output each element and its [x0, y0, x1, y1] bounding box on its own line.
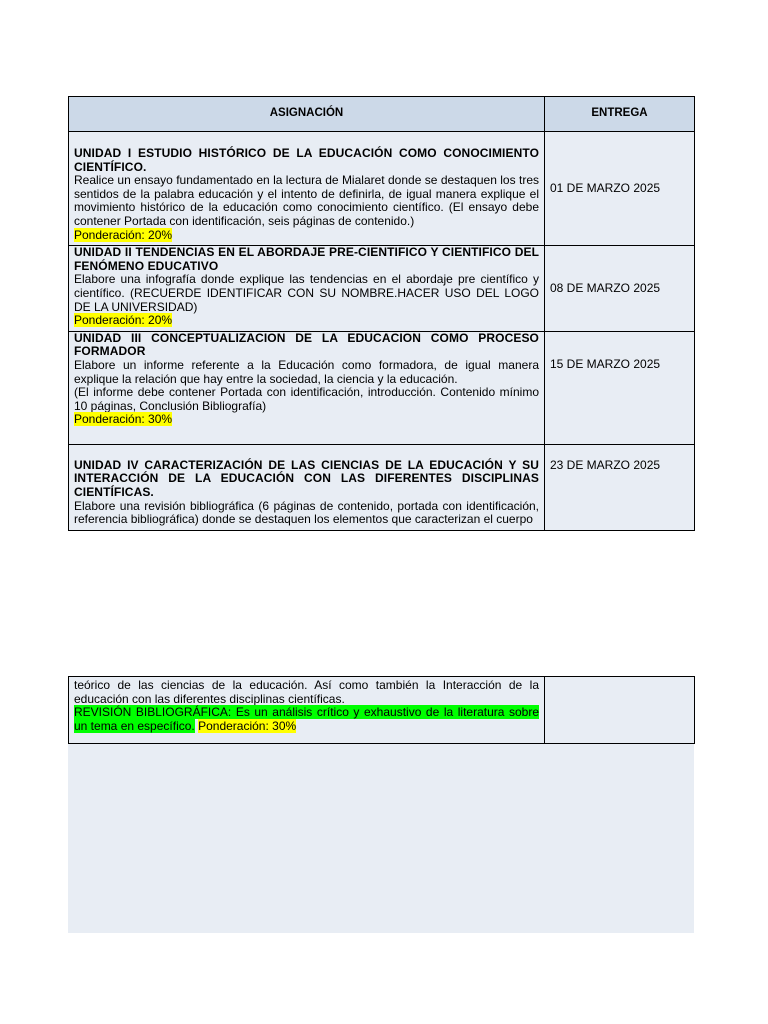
delivery-date: 23 DE MARZO 2025 — [545, 444, 695, 530]
table-row — [69, 132, 695, 246]
assignments-table-continued — [68, 676, 695, 744]
unit-title: UNIDAD IV CARACTERIZACIÓN DE LAS CIENCIAS DE LA EDUCACIÓN Y SU INTERACCIÓN DE LA EDUCACIÓN CON LAS DIFERENTES DISCIPLINAS CIENTÍFICAS. — [74, 457, 539, 500]
delivery-date: 08 DE MARZO 2025 — [545, 246, 695, 332]
unit-weight: Ponderación: 30% — [74, 412, 173, 427]
delivery-date: 01 DE MARZO 2025 — [545, 132, 695, 246]
unit-weight: Ponderación: 20% — [74, 313, 173, 328]
unit-description: Elabore un informe referente a la Educación como formadora, de igual manera explique la relación que hay entre la sociedad, la ciencia y la educación. — [74, 357, 539, 386]
assignment-cell — [69, 246, 545, 332]
assignment-cell — [69, 444, 545, 530]
header-delivery: ENTREGA — [545, 97, 695, 132]
unit-description: Elabore una infografía donde explique las tendencias en el abordaje pre científico y científico. (RECUERDE IDENTIFICAR CON SU NOMBRE.HACER USO DEL LOGO DE LA UNIVERSIDAD) — [74, 272, 539, 314]
table-header-row — [69, 97, 695, 132]
header-assignment: ASIGNACIÓN — [69, 97, 545, 132]
row-spacer — [74, 427, 539, 441]
table-row — [69, 677, 695, 744]
unit-title: UNIDAD III CONCEPTUALIZACION DE LA EDUCACION COMO PROCESO FORMADOR — [74, 330, 539, 359]
table-row — [69, 331, 695, 444]
review-definition: REVISIÓN BIBLIOGRÁFICA: Es un análisis crítico y exhaustivo de la literatura sobre un tema en específico. — [74, 705, 539, 733]
unit-title: UNIDAD I ESTUDIO HISTÓRICO DE LA EDUCACIÓN COMO CONOCIMIENTO CIENTÍFICO. — [74, 146, 539, 174]
unit-weight: Ponderación: 20% — [74, 227, 173, 242]
unit-description: Realice un ensayo fundamentado en la lectura de Mialaret donde se destaquen los tres sentidos de la palabra educación y el intento de definirla, de igual manera explique el movimiento histórico de la educación como conocimiento científico. (El ensayo debe contener Portada con identificación, seis páginas de contenido.) — [74, 173, 539, 228]
assignment-cell — [69, 677, 545, 744]
unit-description: Elabore una revisión bibliográfica (6 páginas de contenido, portada con identificación, referencia bibliográfica) donde se destaquen los elementos que caracterizan el cuerpo — [74, 498, 539, 527]
unit-requirements: (El informe debe contener Portada con identificación, introducción. Contenido mínimo 10 páginas, Conclusión Bibliografía) — [74, 385, 539, 413]
assignment-cell — [69, 331, 545, 444]
assignments-table — [68, 96, 695, 531]
table-row — [69, 444, 695, 530]
table-row — [69, 246, 695, 332]
page-background-panel — [68, 744, 694, 933]
unit-weight: Ponderación: 30% — [198, 718, 297, 733]
delivery-date: 15 DE MARZO 2025 — [545, 331, 695, 444]
unit-title: UNIDAD II TENDENCIAS EN EL ABORDAJE PRE-CIENTIFICO Y CIENTIFICO DEL FENÓMENO EDUCATIVO — [74, 245, 539, 273]
assignment-cell — [69, 132, 545, 246]
delivery-date-empty — [545, 677, 695, 744]
unit-description-continued: teórico de las ciencias de la educación. Así como también la Interacción de la educación con las diferentes disciplinas científicas. — [74, 678, 539, 706]
